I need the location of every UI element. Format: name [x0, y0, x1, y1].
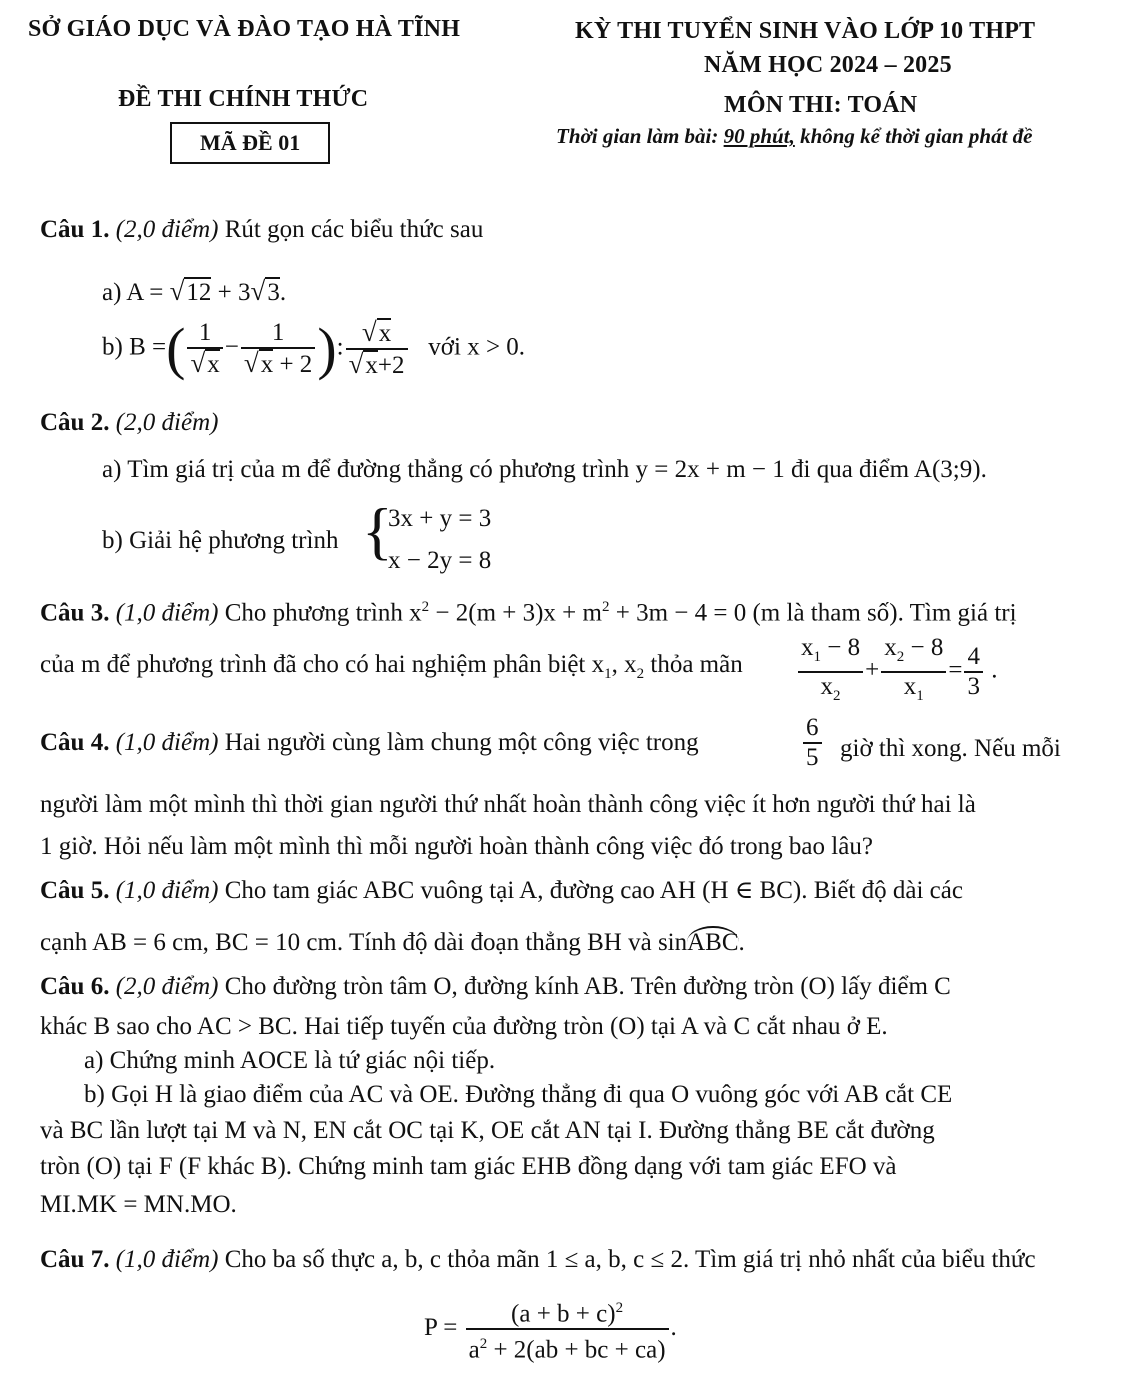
question-7: Câu 7. (1,0 điểm) Cho ba số thực a, b, c thỏa mãn 1 ≤ a, b, c ≤ 2. Tìm giá trị nhỏ nhất của biểu thức — [40, 1246, 1036, 1273]
question-5-line-1: Câu 5. (1,0 điểm) Cho tam giác ABC vuông tại A, đường cao AH (H ∈ BC). Biết độ dài các — [40, 877, 963, 904]
system-brace: { — [362, 495, 393, 566]
question-1a: a) A = √12 + 3√3. — [102, 276, 287, 306]
exam-title: KỲ THI TUYỂN SINH VÀO LỚP 10 THPT — [575, 18, 1036, 44]
question-6b-line-4: MI.MK = MN.MO. — [40, 1191, 237, 1218]
question-7-expression: P = $\frac{(a + b + c)^2}{a^2 + 2(ab + bc + ca)}$ . — [424, 1294, 677, 1365]
question-6b-line-3: tròn (O) tại F (F khác B). Chứng minh tam giác EHB đồng dạng với tam giác EFO và — [40, 1153, 897, 1180]
question-5-line-2: cạnh AB = 6 cm, BC = 10 cm. Tính độ dài đoạn thẳng BH và sinABC. — [40, 926, 745, 958]
question-6-line-2: khác B sao cho AC > BC. Hai tiếp tuyến của đường tròn (O) tại A và C cắt nhau ở E. — [40, 1013, 888, 1040]
question-2: Câu 2. (2,0 điểm) — [40, 409, 219, 436]
question-2b: b) Giải hệ phương trình — [102, 527, 339, 554]
question-2a: a) Tìm giá trị của m để đường thẳng có phương trình y = 2x + m − 1 đi qua điểm A(3;9). — [102, 456, 987, 483]
department-name: SỞ GIÁO DỤC VÀ ĐÀO TẠO HÀ TĨNH — [28, 16, 461, 42]
system-eq-1: 3x + y = 3 — [388, 505, 492, 532]
question-3-line-2: của m để phương trình đã cho có hai nghiệm phân biệt $x_1$, $x_2$ thỏa mãn — [40, 651, 743, 682]
official-exam-label: ĐỀ THI CHÍNH THỨC — [118, 86, 369, 112]
question-3-condition: $\frac{x_1 - 8}{x_2}$ + $\frac{x_2 - 8}{x_1}$ = $\frac{4}{3}$ . — [796, 634, 997, 710]
question-6-line-1: Câu 6. (2,0 điểm) Cho đường tròn tâm O, đường kính AB. Trên đường tròn (O) lấy điểm C — [40, 973, 951, 1000]
question-1: Câu 1. (2,0 điểm) Rút gọn các biểu thức sau — [40, 216, 484, 243]
question-1b: b) B =( $\frac{1}{√x}$ − $\frac{1}{√x + 2}$ ): $\frac{√x}{√x+2}$ với x > 0. — [102, 316, 526, 381]
school-year: NĂM HỌC 2024 – 2025 — [704, 52, 952, 78]
question-3-line-1: Câu 3. (1,0 điểm) Cho phương trình $x^2 - 2(m + 3)x + m^2 + 3m - 4 = 0$ (m là tham số). Tìm giá trị — [40, 599, 1017, 627]
question-6b-line-1: b) Gọi H là giao điểm của AC và OE. Đường thẳng đi qua O vuông góc với AB cắt CE — [84, 1081, 953, 1108]
question-4-line-1: Câu 4. (1,0 điểm) Hai người cùng làm chung một công việc trong — [40, 729, 699, 756]
subject-label: MÔN THI: TOÁN — [724, 92, 918, 118]
exam-code-box: MÃ ĐỀ 01 — [170, 122, 330, 164]
question-6a: a) Chứng minh AOCE là tứ giác nội tiếp. — [84, 1047, 496, 1074]
question-4-fraction: $\frac{6}{5}$ — [801, 714, 824, 772]
question-4-line-3: 1 giờ. Hỏi nếu làm một mình thì mỗi người hoàn thành công việc đó trong bao lâu? — [40, 833, 873, 860]
question-6b-line-2: và BC lần lượt tại M và N, EN cắt OC tại K, OE cắt AN tại I. Đường thẳng BE cắt đường — [40, 1117, 935, 1144]
question-4-line-1-end: giờ thì xong. Nếu mỗi — [840, 735, 1061, 762]
question-4-line-2: người làm một mình thì thời gian người thứ nhất hoàn thành công việc ít hơn người thứ hai là — [40, 791, 976, 818]
system-eq-2: x − 2y = 8 — [388, 547, 492, 574]
time-allowed: Thời gian làm bài: 90 phút, không kể thời gian phát đề — [556, 124, 1033, 148]
